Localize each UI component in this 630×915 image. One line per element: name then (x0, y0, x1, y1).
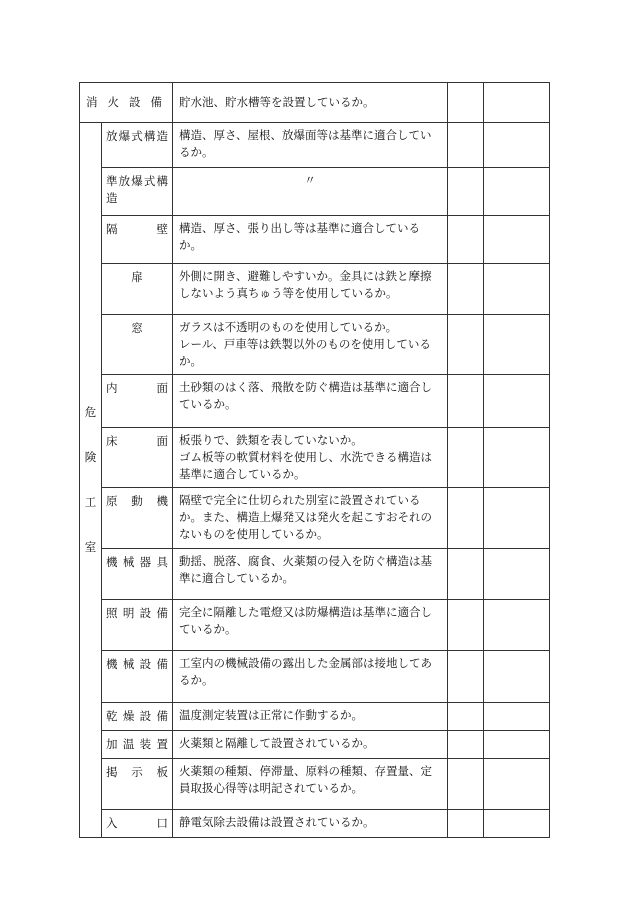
item-name: 乾燥設備 (102, 703, 173, 731)
remarks-cell (484, 600, 550, 651)
category-char: 室 (84, 540, 97, 554)
description-line: 温度測定装置は正常に作動するか。 (179, 708, 363, 722)
table-row (80, 216, 550, 264)
category-char: 危 (84, 405, 97, 419)
item-name: 機械器具 (102, 549, 173, 600)
table-row (80, 264, 550, 315)
table-row (80, 428, 550, 488)
description-line: 完全に隔離した電燈又は防爆構造は基準に適合しているか。 (179, 605, 432, 636)
description-line: 板張りで、鉄類を表していないか。 (179, 433, 363, 447)
item-name: 放爆式構造 (102, 123, 173, 168)
item-name: 機械設備 (102, 651, 173, 703)
check-cell (448, 549, 484, 600)
description-line: 〃 (304, 173, 316, 187)
item-description (173, 315, 448, 375)
check-cell (448, 315, 484, 375)
table-row (80, 168, 550, 216)
table-row (80, 375, 550, 428)
table-row (80, 651, 550, 703)
item-description (173, 428, 448, 488)
item-name: 扉 (102, 264, 173, 315)
item-description (173, 123, 448, 168)
item-description (173, 264, 448, 315)
description-line: 火薬類と隔離して設置されているか。 (179, 736, 375, 750)
table-row (80, 549, 550, 600)
check-cell (448, 123, 484, 168)
check-cell (448, 651, 484, 703)
remarks-cell (484, 123, 550, 168)
item-name: 準放爆式構造 (102, 168, 173, 216)
remarks-cell (484, 810, 550, 838)
check-cell (448, 83, 484, 123)
item-description (173, 759, 448, 810)
description-line: 静電気除去設備は設置されているか。 (179, 815, 375, 829)
item-description: 貯水池、貯水槽等を設置しているか。 (173, 83, 448, 123)
item-name: 内 面 (102, 375, 173, 428)
check-cell (448, 375, 484, 428)
table-row (80, 83, 550, 123)
inspection-table (79, 82, 550, 838)
remarks-cell (484, 703, 550, 731)
remarks-cell (484, 315, 550, 375)
item-description (173, 703, 448, 731)
description-line: 土砂類のはく落、飛散を防ぐ構造は基準に適合しているか。 (179, 380, 432, 411)
check-cell (448, 810, 484, 838)
item-name: 隔 壁 (102, 216, 173, 264)
item-description (173, 488, 448, 549)
item-name: 照明設備 (102, 600, 173, 651)
item-description (173, 216, 448, 264)
description-line: レール、戸車等は鉄製以外のものを使用しているか。 (179, 337, 431, 368)
item-description (173, 731, 448, 759)
check-cell (448, 428, 484, 488)
remarks-cell (484, 488, 550, 549)
item-name: 掲 示 板 (102, 759, 173, 810)
description-line: 工室内の機械設備の露出した金属部は接地してあるか。 (179, 656, 432, 687)
category-fire-equipment: 消火設備 (80, 83, 173, 123)
item-description (173, 810, 448, 838)
check-cell (448, 488, 484, 549)
remarks-cell (484, 375, 550, 428)
check-cell (448, 703, 484, 731)
category-hazard-room (80, 123, 102, 838)
category-char: 工 (84, 495, 97, 509)
item-name: 床 面 (102, 428, 173, 488)
description-line: 構造、厚さ、張り出し等は基準に適合しているか。 (179, 221, 421, 252)
check-cell (448, 264, 484, 315)
check-cell (448, 168, 484, 216)
description-line: 構造、厚さ、屋根、放爆面等は基準に適合しているか。 (179, 128, 432, 159)
description-line: 火薬類の種類、停滞量、原料の種類、存置量、定員取扱心得等は明記されているか。 (179, 764, 432, 795)
check-cell (448, 731, 484, 759)
item-description (173, 549, 448, 600)
check-cell (448, 759, 484, 810)
item-name: 窓 (102, 315, 173, 375)
check-cell (448, 216, 484, 264)
remarks-cell (484, 651, 550, 703)
table-row (80, 810, 550, 838)
remarks-cell (484, 549, 550, 600)
table-row (80, 123, 550, 168)
remarks-cell (484, 168, 550, 216)
remarks-cell (484, 731, 550, 759)
table-row (80, 731, 550, 759)
check-cell (448, 600, 484, 651)
table-row (80, 759, 550, 810)
table-row (80, 488, 550, 549)
item-description (173, 168, 448, 216)
description-line: ガラスは不透明のものを使用しているか。 (179, 320, 398, 334)
table-row (80, 315, 550, 375)
description-line: 動揺、脱落、腐食、火薬類の侵入を防ぐ構造は基準に適合しているか。 (179, 554, 432, 585)
remarks-cell (484, 264, 550, 315)
remarks-cell (484, 428, 550, 488)
item-name: 加温装置 (102, 731, 173, 759)
table-row (80, 600, 550, 651)
table-row (80, 703, 550, 731)
item-description (173, 651, 448, 703)
remarks-cell (484, 83, 550, 123)
description-line: 隔壁で完全に仕切られた別室に設置されているか。また、構造上爆発又は発火を起こすおそれのないものを使用しているか。 (179, 493, 432, 541)
description-line: ゴム板等の軟質材料を使用し、水洗できる構造は基準に適合しているか。 (179, 450, 432, 481)
remarks-cell (484, 216, 550, 264)
item-description (173, 375, 448, 428)
item-description (173, 600, 448, 651)
remarks-cell (484, 759, 550, 810)
item-name: 原 動 機 (102, 488, 173, 549)
description-line: 外側に開き、避難しやすいか。金具には鉄と摩擦しないよう真ちゅう等を使用しているか。 (179, 269, 432, 300)
item-name: 入 口 (102, 810, 173, 838)
category-char: 険 (84, 450, 97, 464)
